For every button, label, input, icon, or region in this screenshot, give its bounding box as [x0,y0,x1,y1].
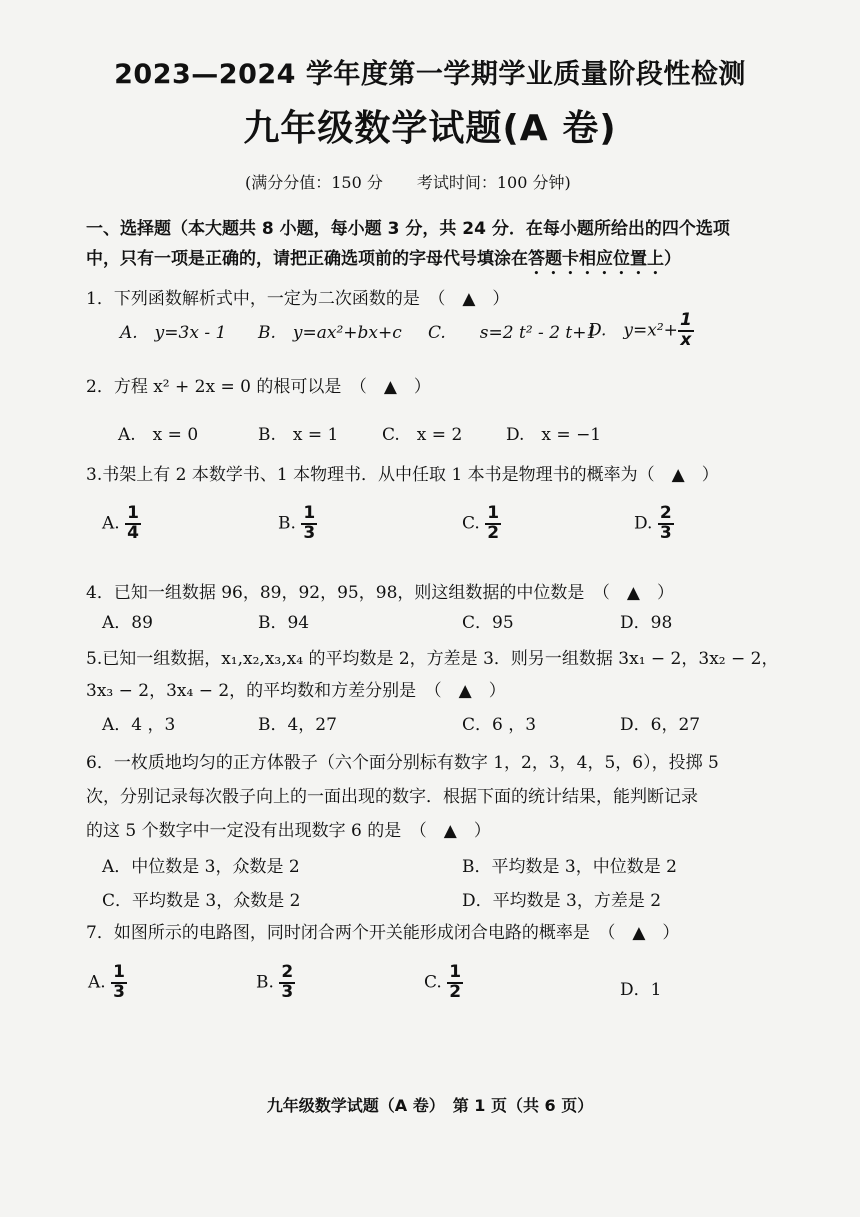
question-4-stem: 4．已知一组数据 96，89，92，95，98，则这组数据的中位数是 （ ▲ ） [86,583,674,603]
question-6-stem-line3: 的这 5 个数字中一定没有出现数字 6 的是 （ ▲ ） [86,821,491,841]
question-6-option-a: A．中位数是 3，众数是 2 [102,857,300,877]
question-7-option-a: A. $\frac{1}{3}$ [88,962,125,1002]
page-footer: 九年级数学试题（A 卷） 第 1 页（共 6 页） [266,1096,594,1115]
time-info: 考试时间：100 分钟) [416,173,571,192]
question-2-option-c: C. x = 2 [382,425,463,445]
question-4-option-c: C．95 [462,613,514,633]
question-5-stem-line2: 3x₃ − 2，3x₄ − 2，的平均数和方差分别是 （ ▲ ） [86,681,506,701]
question-7-option-d: D．1 [620,980,662,1000]
question-7-option-b: B. $\frac{2}{3}$ [256,962,294,1002]
section-heading-line1: 一、选择题（本大题共 8 小题，每小题 3 分，共 24 分．在每小题所给出的四个选项 [86,219,730,239]
question-1-option-a: A. y=3x - 1 [120,323,227,343]
question-1-option-b: B. y=ax²+bx+c [258,323,402,343]
question-4-option-d: D．98 [620,613,673,633]
question-3-option-a: A. $\frac{1}{4}$ [102,503,139,543]
question-7-stem: 7．如图所示的电路图，同时闭合两个开关能形成闭合电路的概率是 （ ▲ ） [86,923,680,943]
question-2-option-b: B. x = 1 [258,425,339,445]
question-2-option-d: D. x = −1 [506,425,602,445]
question-1-option-c: C. s=2 t² - 2 t+1 [428,323,598,343]
question-6-option-c: C．平均数是 3，众数是 2 [102,891,301,911]
score-info: (满分分值：150 分 [245,173,383,192]
question-6-option-b: B．平均数是 3，中位数是 2 [462,857,677,877]
section-heading-line2: 中，只有一项是正确的，请把正确选项前的字母代号填涂在答题卡相应位置上） [86,249,681,269]
question-2-option-a: A. x = 0 [118,425,199,445]
question-2-stem: 2．方程 x² + 2x = 0 的根可以是 （ ▲ ） [86,377,431,397]
question-3-option-b: B. $\frac{1}{3}$ [278,503,316,543]
question-3-stem: 3.书架上有 2 本数学书、1 本物理书．从中任取 1 本书是物理书的概率为（ ▲ ） [86,465,719,485]
question-5-option-a: A．4 ，3 [102,715,176,735]
exam-title-line2: 九年级数学试题(A 卷) [243,108,617,149]
exam-info [245,170,605,193]
question-5-stem-line1: 5.已知一组数据，x₁,x₂,x₃,x₄ 的平均数是 2，方差是 3．则另一组数据 3x₁ − 2，3x₂ − 2， [86,649,779,669]
question-1-stem: 1．下列函数解析式中，一定为二次函数的是 （ ▲ ） [86,289,510,309]
question-4-option-a: A．89 [102,613,153,633]
question-7-option-c: C. $\frac{1}{2}$ [424,962,462,1002]
question-5-option-c: C．6 ，3 [462,715,537,735]
question-3-option-d: D. $\frac{2}{3}$ [634,503,672,543]
question-1-option-d: D. y=x²+ $\frac{1}{x}$ [588,310,692,350]
exam-title-line1: 2023—2024 学年度第一学期学业质量阶段性检测 [114,59,746,90]
question-5-option-d: D．6，27 [620,715,701,735]
question-5-option-b: B．4，27 [258,715,337,735]
question-4-option-b: B．94 [258,613,310,633]
question-6-stem-line2: 次，分别记录每次骰子向上的一面出现的数字．根据下面的统计结果，能判断记录 [86,787,698,807]
question-3-option-c: C. $\frac{1}{2}$ [462,503,500,543]
question-6-option-d: D．平均数是 3，方差是 2 [462,891,662,911]
question-6-stem-line1: 6．一枚质地均匀的正方体骰子（六个面分别标有数字 1，2，3，4，5，6），投掷 5 [86,753,719,773]
